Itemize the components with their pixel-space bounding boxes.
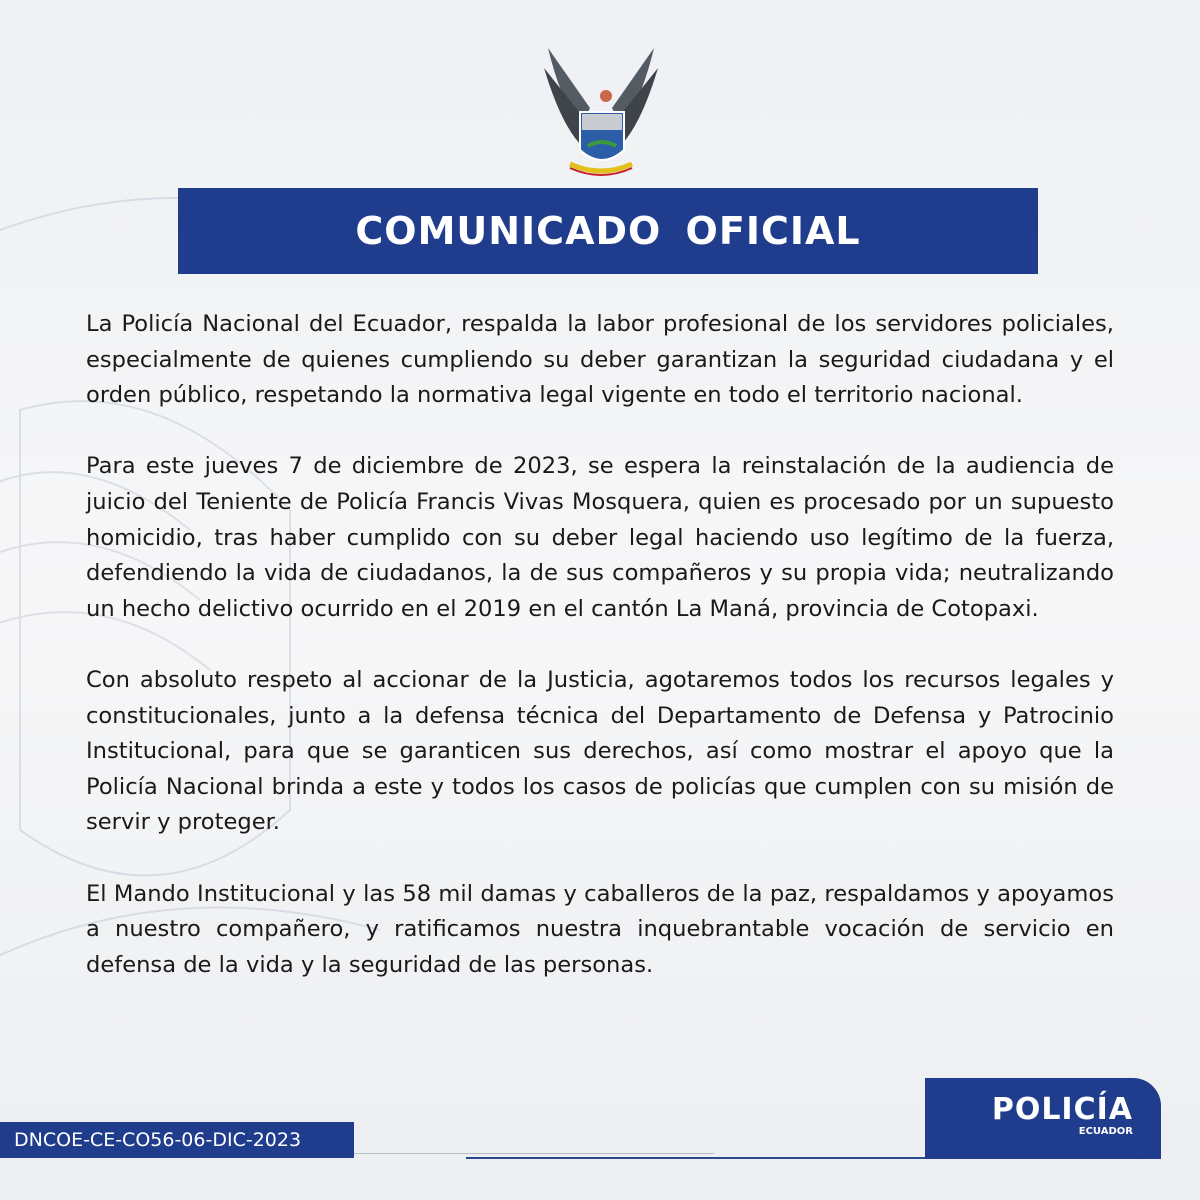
logo-sub-text: ECUADOR [1078,1126,1133,1137]
police-crest-emblem [540,38,662,186]
title-banner [178,188,1038,274]
document-code: DNCOE-CE-CO56-06-DIC-2023 [0,1122,354,1158]
page-title: COMUNICADO OFICIAL [355,209,861,253]
paragraph: Con absoluto respeto al accionar de la Justicia, agotaremos todos los recursos legales y constitucionales, junto a la defensa técnica del Departamento de Defensa y Patrocinio Institucional, para que se garanticen sus derechos, así como mostrar el apoyo que la Policía Nacional brinda a este y todos los casos de policías que cumplen con su misión de servir y proteger. [86,666,1114,836]
paragraph: Para este jueves 7 de diciembre de 2023, se espera la reinstalación de la audiencia de juicio del Teniente de Policía Francis Vivas Mosquera, quien es procesado por un supuesto homicidio, tras haber cumplido con su deber legal haciendo uso legítimo de la fuerza, defendiendo la vida de ciudadanos, la de sus compañeros y su propia vida; neutralizando un hecho delictivo ocurrido en el 2019 en el cantón La Maná, provincia de Cotopaxi. [86,453,1114,622]
policia-ecuador-logo [925,1078,1161,1159]
communique-body [86,307,1114,1019]
logo-main-text: POLICÍA [991,1092,1133,1127]
divider [354,1153,714,1154]
divider [466,1157,936,1159]
paragraph: El Mando Institucional y las 58 mil damas y caballeros de la paz, respaldamos y apoyamos a nuestro compañero, y ratificamos nuestra inquebrantable vocación de servicio en defensa de la vida y la seguridad de las personas. [86,880,1114,978]
paragraph: La Policía Nacional del Ecuador, respalda la labor profesional de los servidores policiales, especialmente de quienes cumpliendo su deber garantizan la seguridad ciudadana y el orden público, respetando la normativa legal vigente en todo el territorio nacional. [86,311,1114,409]
